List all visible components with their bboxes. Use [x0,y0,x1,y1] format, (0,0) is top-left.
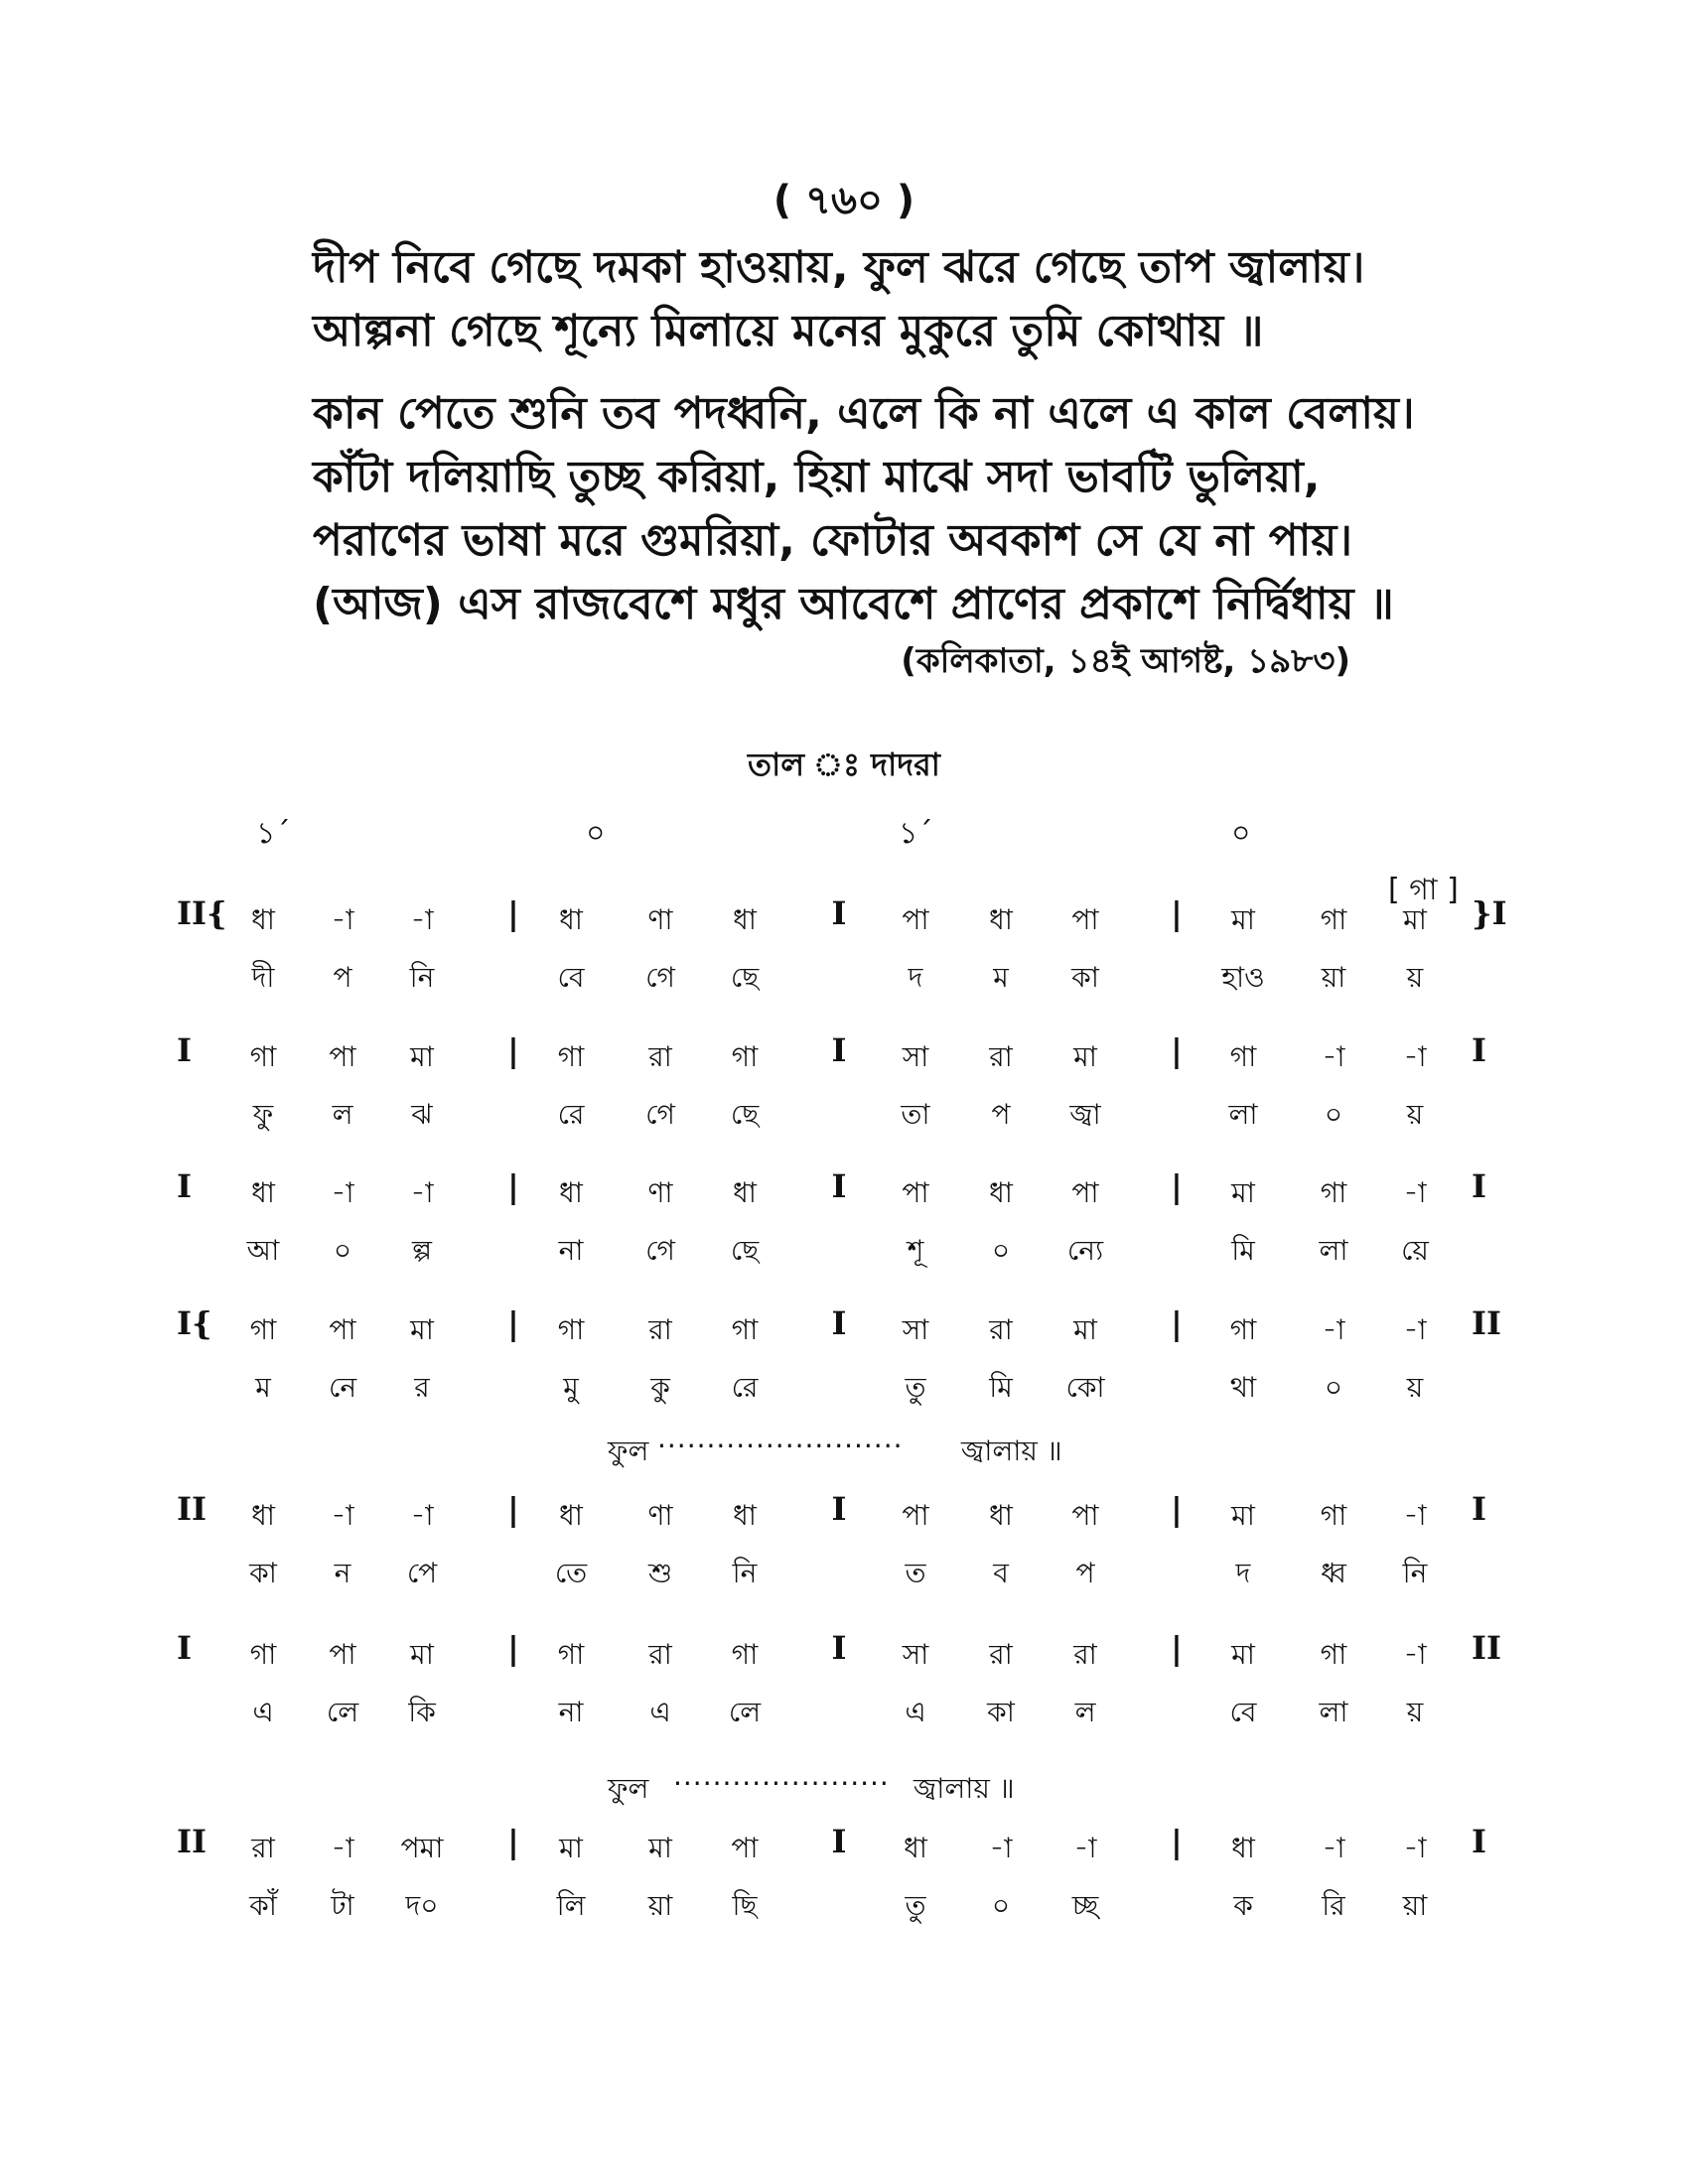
bani-syllable: ম [255,1371,271,1404]
swar-note: গা [1229,1040,1257,1073]
swar-note: রা [1073,1638,1097,1671]
swar-note: গা [557,1040,585,1073]
bani-syllable: গে [645,1234,675,1267]
bani-syllable: ছে [730,961,760,994]
swar-note: -া [1403,1499,1427,1532]
beat-divider: I [831,1031,847,1069]
swar-note: গা [731,1313,759,1346]
swar-note: ধা [989,1499,1013,1532]
swar-note: -া [410,1499,434,1532]
row-end-barline: I [1472,1031,1486,1069]
bani-syllable: ০ [333,1234,352,1267]
poem-line: দীপ নিবে গেছে দমকা হাওয়ায়, ফুল ঝরে গেছে তাপ জ্বালায়। [313,242,1365,293]
row-end-barline: I [1472,1490,1486,1528]
swar-note: মা [1073,1313,1097,1346]
bani-syllable: ন [334,1557,352,1589]
swar-note: -া [1403,1313,1427,1346]
swar-note: মা [1073,1040,1097,1073]
swar-note: মা [559,1832,583,1864]
swar-note: ধা [989,903,1013,936]
swar-note: ধা [733,903,757,936]
swar-note: গা [1320,1638,1347,1671]
swar-note: পা [902,1176,929,1209]
swar-note: -া [1073,1832,1097,1864]
swar-note: পা [1071,903,1099,936]
poem-line: পরাণের ভাষা মরে গুমরিয়া, ফোটার অবকাশ সে যে না পায়। [313,515,1352,566]
bani-syllable: ০ [1324,1098,1343,1131]
swar-note: -া [1403,1040,1427,1073]
refrain-start: ফুল [608,1772,649,1805]
refrain-end: জ্বালায় ॥ [961,1434,1062,1467]
bani-syllable: লা [1319,1234,1348,1267]
swar-note: ণা [647,1176,673,1209]
poem-line: আল্পনা গেছে শূন্যে মিলায়ে মনের মুকুরে তুমি কোথায় ॥ [313,306,1264,356]
swar-note: -া [331,903,354,936]
bani-syllable: দ [1235,1557,1251,1589]
swar-note: পা [902,1499,929,1532]
bani-syllable: ক [1233,1889,1253,1922]
row-start-barline: I [177,1031,192,1069]
swar-note: গা [249,1638,277,1671]
bani-syllable: শু [647,1557,673,1589]
bani-syllable: র [414,1371,430,1404]
beat-marker-2: ০ [586,816,606,851]
bani-syllable: ০ [1324,1371,1343,1404]
swar-note: রা [648,1040,672,1073]
bani-syllable: মি [1231,1234,1255,1267]
bani-syllable: টা [331,1889,354,1922]
bani-syllable: লে [326,1696,359,1728]
bani-syllable: কো [1065,1371,1105,1404]
bani-syllable: তে [554,1557,588,1589]
bani-syllable: তু [905,1371,926,1404]
swar-note: -া [1403,1638,1427,1671]
poem-stanza-1 [313,236,1405,363]
swar-note: -া [1322,1040,1345,1073]
beat-divider: | [507,1490,519,1528]
swar-note: গা [249,1313,277,1346]
page-number: ( ৭৬০ ) [773,178,915,223]
swar-note: মা [410,1040,434,1073]
bani-syllable: এ [649,1696,671,1728]
swar-note: পা [329,1313,356,1346]
beat-marker-3: ১´ [899,816,933,851]
swar-note: গা [1320,1499,1347,1532]
bani-syllable: মি [989,1371,1013,1404]
bani-syllable: তা [901,1098,930,1131]
bani-syllable: ঝ [411,1098,433,1131]
bani-syllable: দ০ [405,1889,439,1922]
bani-syllable: নি [1402,1557,1428,1589]
swar-note: মা [410,1313,434,1346]
bani-syllable: ফু [252,1098,274,1131]
bani-syllable: ল্প [412,1234,432,1267]
swar-note: ণা [647,903,673,936]
swar-note: ধা [904,1832,927,1864]
swar-note: ণা [647,1499,673,1532]
swar-note: গা [557,1313,585,1346]
swar-note: মা [1231,1499,1255,1532]
beat-divider: I [831,1304,847,1342]
bani-syllable: য়ে [1401,1234,1429,1267]
beat-divider: I [831,1167,847,1205]
swar-note: গা [731,1040,759,1073]
poem-line: কাঁটা দলিয়াছি তুচ্ছ করিয়া, হিয়া মাঝে সদা ভাবটি ভুলিয়া, [313,452,1321,502]
swar-note: মা [1403,903,1427,936]
swar-note: -া [331,1176,354,1209]
bani-syllable: গে [645,1098,675,1131]
swar-note: সা [902,1313,929,1346]
row-start-barline: II{ [177,894,227,932]
swar-note: -া [1322,1313,1345,1346]
bani-syllable: য় [1406,1371,1424,1404]
beat-divider: I [831,1629,847,1667]
bani-syllable: লা [1228,1098,1258,1131]
bani-syllable: লি [556,1889,586,1922]
bani-syllable: শূ [907,1234,924,1267]
poem-stanza-2 [313,382,1415,636]
bani-syllable: ব [993,1557,1009,1589]
beat-divider: | [507,1031,519,1069]
bani-syllable: আ [246,1234,280,1267]
bani-syllable: ছে [730,1098,760,1131]
bani-syllable: রি [1322,1889,1345,1922]
bani-syllable: পে [406,1557,438,1589]
bani-syllable: ০ [991,1234,1011,1267]
swar-note: ধা [733,1499,757,1532]
bani-syllable: ০ [991,1889,1011,1922]
beat-divider: | [1171,1167,1183,1205]
swar-note: ধা [1231,1832,1255,1864]
swar-note: রা [251,1832,275,1864]
bani-syllable: প [333,961,352,994]
swar-note: রা [648,1313,672,1346]
beat-divider: I [831,1823,847,1860]
poem-line: (আজ) এস রাজবেশে মধুর আবেশে প্রাণের প্রকাশে নির্দ্বিধায় ॥ [313,579,1394,629]
bani-syllable: মু [563,1371,579,1404]
bani-syllable: লে [728,1696,762,1728]
bani-syllable: কা [987,1696,1015,1728]
beat-marker-1: ১´ [256,816,291,851]
swar-note: রা [989,1040,1013,1073]
bani-syllable: প [1075,1557,1095,1589]
swar-note: পা [329,1040,356,1073]
bani-syllable: তু [905,1889,926,1922]
beat-divider: I [831,894,847,932]
bani-syllable: ন্যে [1066,1234,1104,1267]
swar-note: মা [410,1638,434,1671]
swar-note: গা [1320,903,1347,936]
bani-syllable: হাও [1221,961,1265,994]
bani-syllable: কাঁ [249,1889,277,1922]
bani-syllable: ছি [732,1889,758,1922]
beat-divider: | [507,1823,519,1860]
bani-syllable: কা [249,1557,277,1589]
bani-syllable: গে [645,961,675,994]
taal-heading: তাল ঃ দাদরা [748,746,940,783]
row-start-barline: I{ [177,1304,212,1342]
bani-syllable: বে [1229,1696,1257,1728]
row-end-barline: I [1472,1167,1486,1205]
swar-note: গা [557,1638,585,1671]
swar-note: গা [1320,1176,1347,1209]
bani-syllable: কি [408,1696,436,1728]
swar-note: গা [249,1040,277,1073]
refrain-start: ফুল [608,1434,649,1467]
row-start-barline: I [177,1167,192,1205]
swar-note: সা [902,1040,929,1073]
beat-divider: I [831,1490,847,1528]
swar-note: মা [1231,1176,1255,1209]
swar-note: ধা [251,1176,275,1209]
bani-syllable: দ [908,961,923,994]
beat-divider: | [507,894,519,932]
bani-syllable: প [991,1098,1011,1131]
bani-syllable: ল [1074,1696,1096,1728]
bani-syllable: জ্বা [1069,1098,1101,1131]
bani-syllable: না [558,1696,584,1728]
row-end-barline: II [1472,1629,1501,1667]
swar-note: ধা [989,1176,1013,1209]
beat-divider: | [507,1167,519,1205]
beat-marker-4: ০ [1231,816,1251,851]
swar-note: -া [331,1832,354,1864]
swar-note: মা [1231,903,1255,936]
refrain-dots: ······················ [673,1767,890,1800]
swar-note: মা [1231,1638,1255,1671]
swar-note: পা [1071,1499,1099,1532]
bani-syllable: রে [731,1371,759,1404]
bani-syllable: ছে [730,1234,760,1267]
row-start-barline: II [177,1490,207,1528]
row-start-barline: I [177,1629,192,1667]
bani-syllable: ত [905,1557,926,1589]
bani-syllable: দী [251,961,275,994]
row-end-barline: II [1472,1304,1501,1342]
swar-note: পা [902,903,929,936]
swar-note: পা [1071,1176,1099,1209]
swar-note: রা [989,1313,1013,1346]
swar-note: ধা [733,1176,757,1209]
bani-syllable: থা [1229,1371,1257,1404]
swar-note: ধা [559,1499,583,1532]
bani-syllable: রে [557,1098,585,1131]
bani-syllable: কু [650,1371,670,1404]
swar-note: -া [989,1832,1013,1864]
row-start-barline: II [177,1823,207,1860]
swar-note: মা [648,1832,672,1864]
bani-syllable: য়া [1321,961,1346,994]
swar-note: ধা [251,1499,275,1532]
bani-syllable: নি [732,1557,758,1589]
swar-note: ধা [251,903,275,936]
bani-syllable: ল [332,1098,353,1131]
beat-divider: | [507,1629,519,1667]
bani-syllable: য়া [647,1889,673,1922]
swar-note: -া [410,1176,434,1209]
bani-syllable: এ [905,1696,926,1728]
beat-divider: | [1171,894,1183,932]
beat-divider: | [1171,1031,1183,1069]
beat-divider: | [507,1304,519,1342]
bani-syllable: নি [409,961,435,994]
beat-divider: | [1171,1490,1183,1528]
bani-syllable: কা [1071,961,1099,994]
bani-syllable: বে [557,961,585,994]
bani-syllable: য় [1406,1098,1424,1131]
swar-note: -া [1403,1176,1427,1209]
swar-note: পা [731,1832,759,1864]
bani-syllable: এ [252,1696,274,1728]
swar-note: -া [1322,1832,1345,1864]
bani-syllable: য়া [1402,1889,1428,1922]
swar-note: -া [331,1499,354,1532]
swar-note: গা [731,1638,759,1671]
bani-syllable: না [558,1234,584,1267]
swar-note: রা [648,1638,672,1671]
beat-divider: | [1171,1304,1183,1342]
swar-note: -া [1403,1832,1427,1864]
bani-syllable: নে [328,1371,357,1404]
bani-syllable: য় [1406,961,1424,994]
bani-syllable: য় [1406,1696,1424,1728]
swar-note: পা [329,1638,356,1671]
row-end-barline: I [1472,1823,1486,1860]
bani-syllable: ধ্ব [1321,1557,1346,1589]
swar-note: গা [1229,1313,1257,1346]
correction-note: [ গা ] [1388,873,1459,907]
swar-note: ধা [559,1176,583,1209]
swar-note: পমা [400,1832,444,1864]
refrain-dots: ························· [657,1430,904,1462]
poem-line: কান পেতে শুনি তব পদধ্বনি, এলে কি না এলে এ কাল বেলায়। [313,388,1415,439]
beat-divider: | [1171,1629,1183,1667]
swar-note: -া [410,903,434,936]
row-end-barline: }I [1472,894,1507,932]
swar-note: রা [989,1638,1013,1671]
bani-syllable: ম [993,961,1009,994]
dateline: (কলিকাতা, ১৪ই আগষ্ট, ১৯৮৩) [901,641,1350,681]
swar-note: সা [902,1638,929,1671]
bani-syllable: লা [1319,1696,1348,1728]
beat-divider: | [1171,1823,1183,1860]
swar-note: ধা [559,903,583,936]
refrain-end: জ্বালায় ॥ [914,1772,1015,1805]
bani-syllable: চ্ছ [1071,1889,1099,1922]
